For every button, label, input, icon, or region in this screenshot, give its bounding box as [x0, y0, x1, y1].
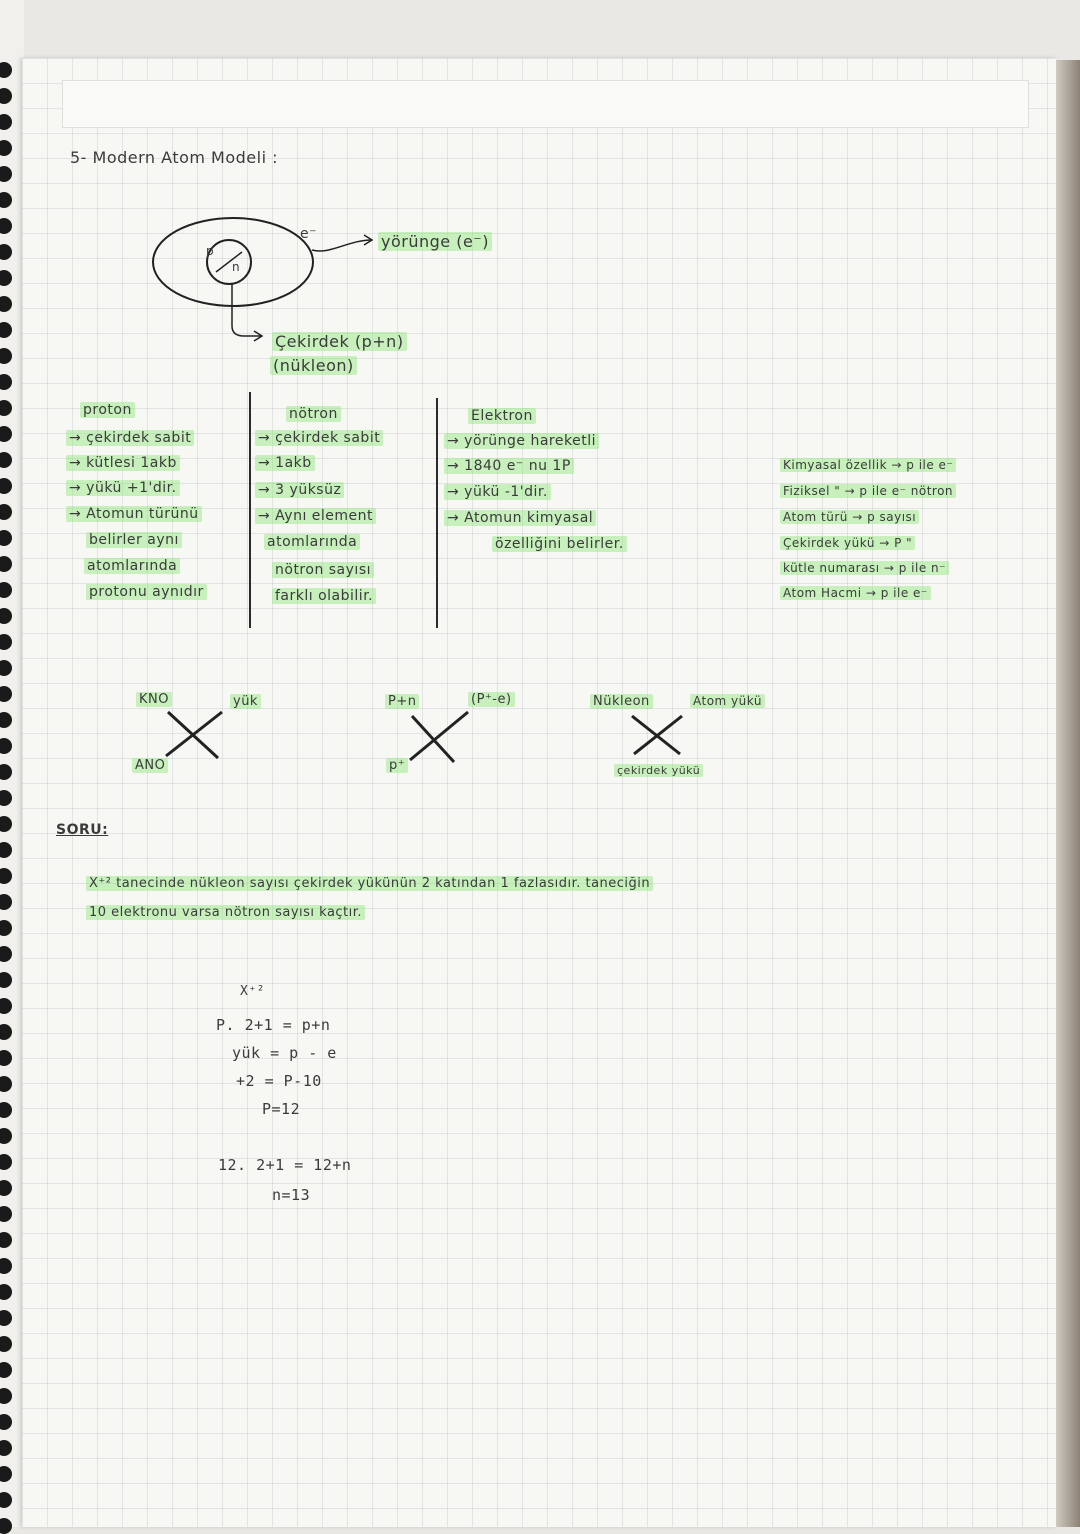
notron-header: nötron — [286, 406, 341, 422]
side-note: kütle numarası → p ile n⁻ — [780, 561, 949, 575]
cross-2-line-b — [410, 712, 468, 760]
cross-2-top-right: (P⁺-e) — [468, 692, 515, 707]
proton-header: proton — [80, 402, 135, 418]
orbit-label: yörünge (e⁻) — [378, 232, 492, 251]
proton-line: → yükü +1'dir. — [66, 480, 180, 496]
solution-line: X⁺² — [240, 984, 265, 999]
elektron-line: özelliğini belirler. — [492, 536, 627, 552]
solution-line: P=12 — [262, 1100, 301, 1118]
cross-2-line-a — [412, 716, 454, 762]
side-note: Atom Hacmi → p ile e⁻ — [780, 586, 931, 600]
proton-line: → Atomun türünü — [66, 506, 202, 522]
elektron-header: Elektron — [468, 408, 536, 424]
notron-line: → çekirdek sabit — [255, 430, 383, 446]
proton-line: → çekirdek sabit — [66, 430, 194, 446]
cross-1-bottom-left: ANO — [132, 758, 168, 773]
notron-line: farklı olabilir. — [272, 588, 376, 604]
solution-line: +2 = P-10 — [236, 1072, 322, 1090]
proton-line: belirler aynı — [86, 532, 182, 548]
side-note: Kimyasal özellik → p ile e⁻ — [780, 458, 956, 472]
proton-line: → kütlesi 1akb — [66, 455, 180, 471]
notron-line: → 1akb — [255, 455, 315, 471]
side-note: Atom türü → p sayısı — [780, 510, 919, 524]
page-title: 5- Modern Atom Modeli : — [70, 148, 279, 167]
notron-line: nötron sayısı — [272, 562, 374, 578]
cross-3-bottom-left: çekirdek yükü — [614, 764, 703, 777]
elektron-line: → yörünge hareketli — [444, 433, 599, 449]
nucleus-p-label: p — [206, 244, 215, 258]
notron-line: → Aynı element — [255, 508, 376, 524]
proton-line: protonu aynıdır — [86, 584, 207, 600]
cross-3-top-right: Atom yükü — [690, 694, 765, 708]
electron-symbol: e⁻ — [300, 226, 318, 242]
elektron-line: → Atomun kimyasal — [444, 510, 596, 526]
nucleon-label: (nükleon) — [270, 356, 357, 375]
side-note: Fiziksel " → p ile e⁻ nötron — [780, 484, 956, 498]
solution-line: P. 2+1 = p+n — [216, 1016, 331, 1034]
solution-line: 12. 2+1 = 12+n — [218, 1156, 352, 1174]
cross-1-top-right: yük — [230, 694, 261, 709]
notron-line: atomlarında — [264, 534, 360, 550]
cross-1-top-left: KNO — [136, 692, 172, 707]
question-label: SORU: — [56, 822, 109, 838]
cross-2-top-left: P+n — [385, 694, 419, 709]
side-note: Çekirdek yükü → P " — [780, 536, 915, 550]
solution-line: n=13 — [272, 1186, 311, 1204]
solution-line: yük = p - e — [232, 1044, 337, 1062]
proton-line: atomlarında — [84, 558, 180, 574]
nucleus-n-label: n — [232, 260, 241, 274]
cross-3-top-left: Nükleon — [590, 694, 653, 709]
question-line-2: 10 elektronu varsa nötron sayısı kaçtır. — [86, 905, 365, 920]
question-line-1: X⁺² tanecinde nükleon sayısı çekirdek yükünün 2 katından 1 fazlasıdır. taneciğin — [86, 876, 653, 891]
cross-2-bottom-left: p⁺ — [386, 758, 408, 773]
nucleus-label: Çekirdek (p+n) — [272, 332, 407, 351]
elektron-line: → yükü -1'dir. — [444, 484, 551, 500]
elektron-line: → 1840 e⁻ nu 1P — [444, 458, 574, 474]
notron-line: → 3 yüksüz — [255, 482, 344, 498]
